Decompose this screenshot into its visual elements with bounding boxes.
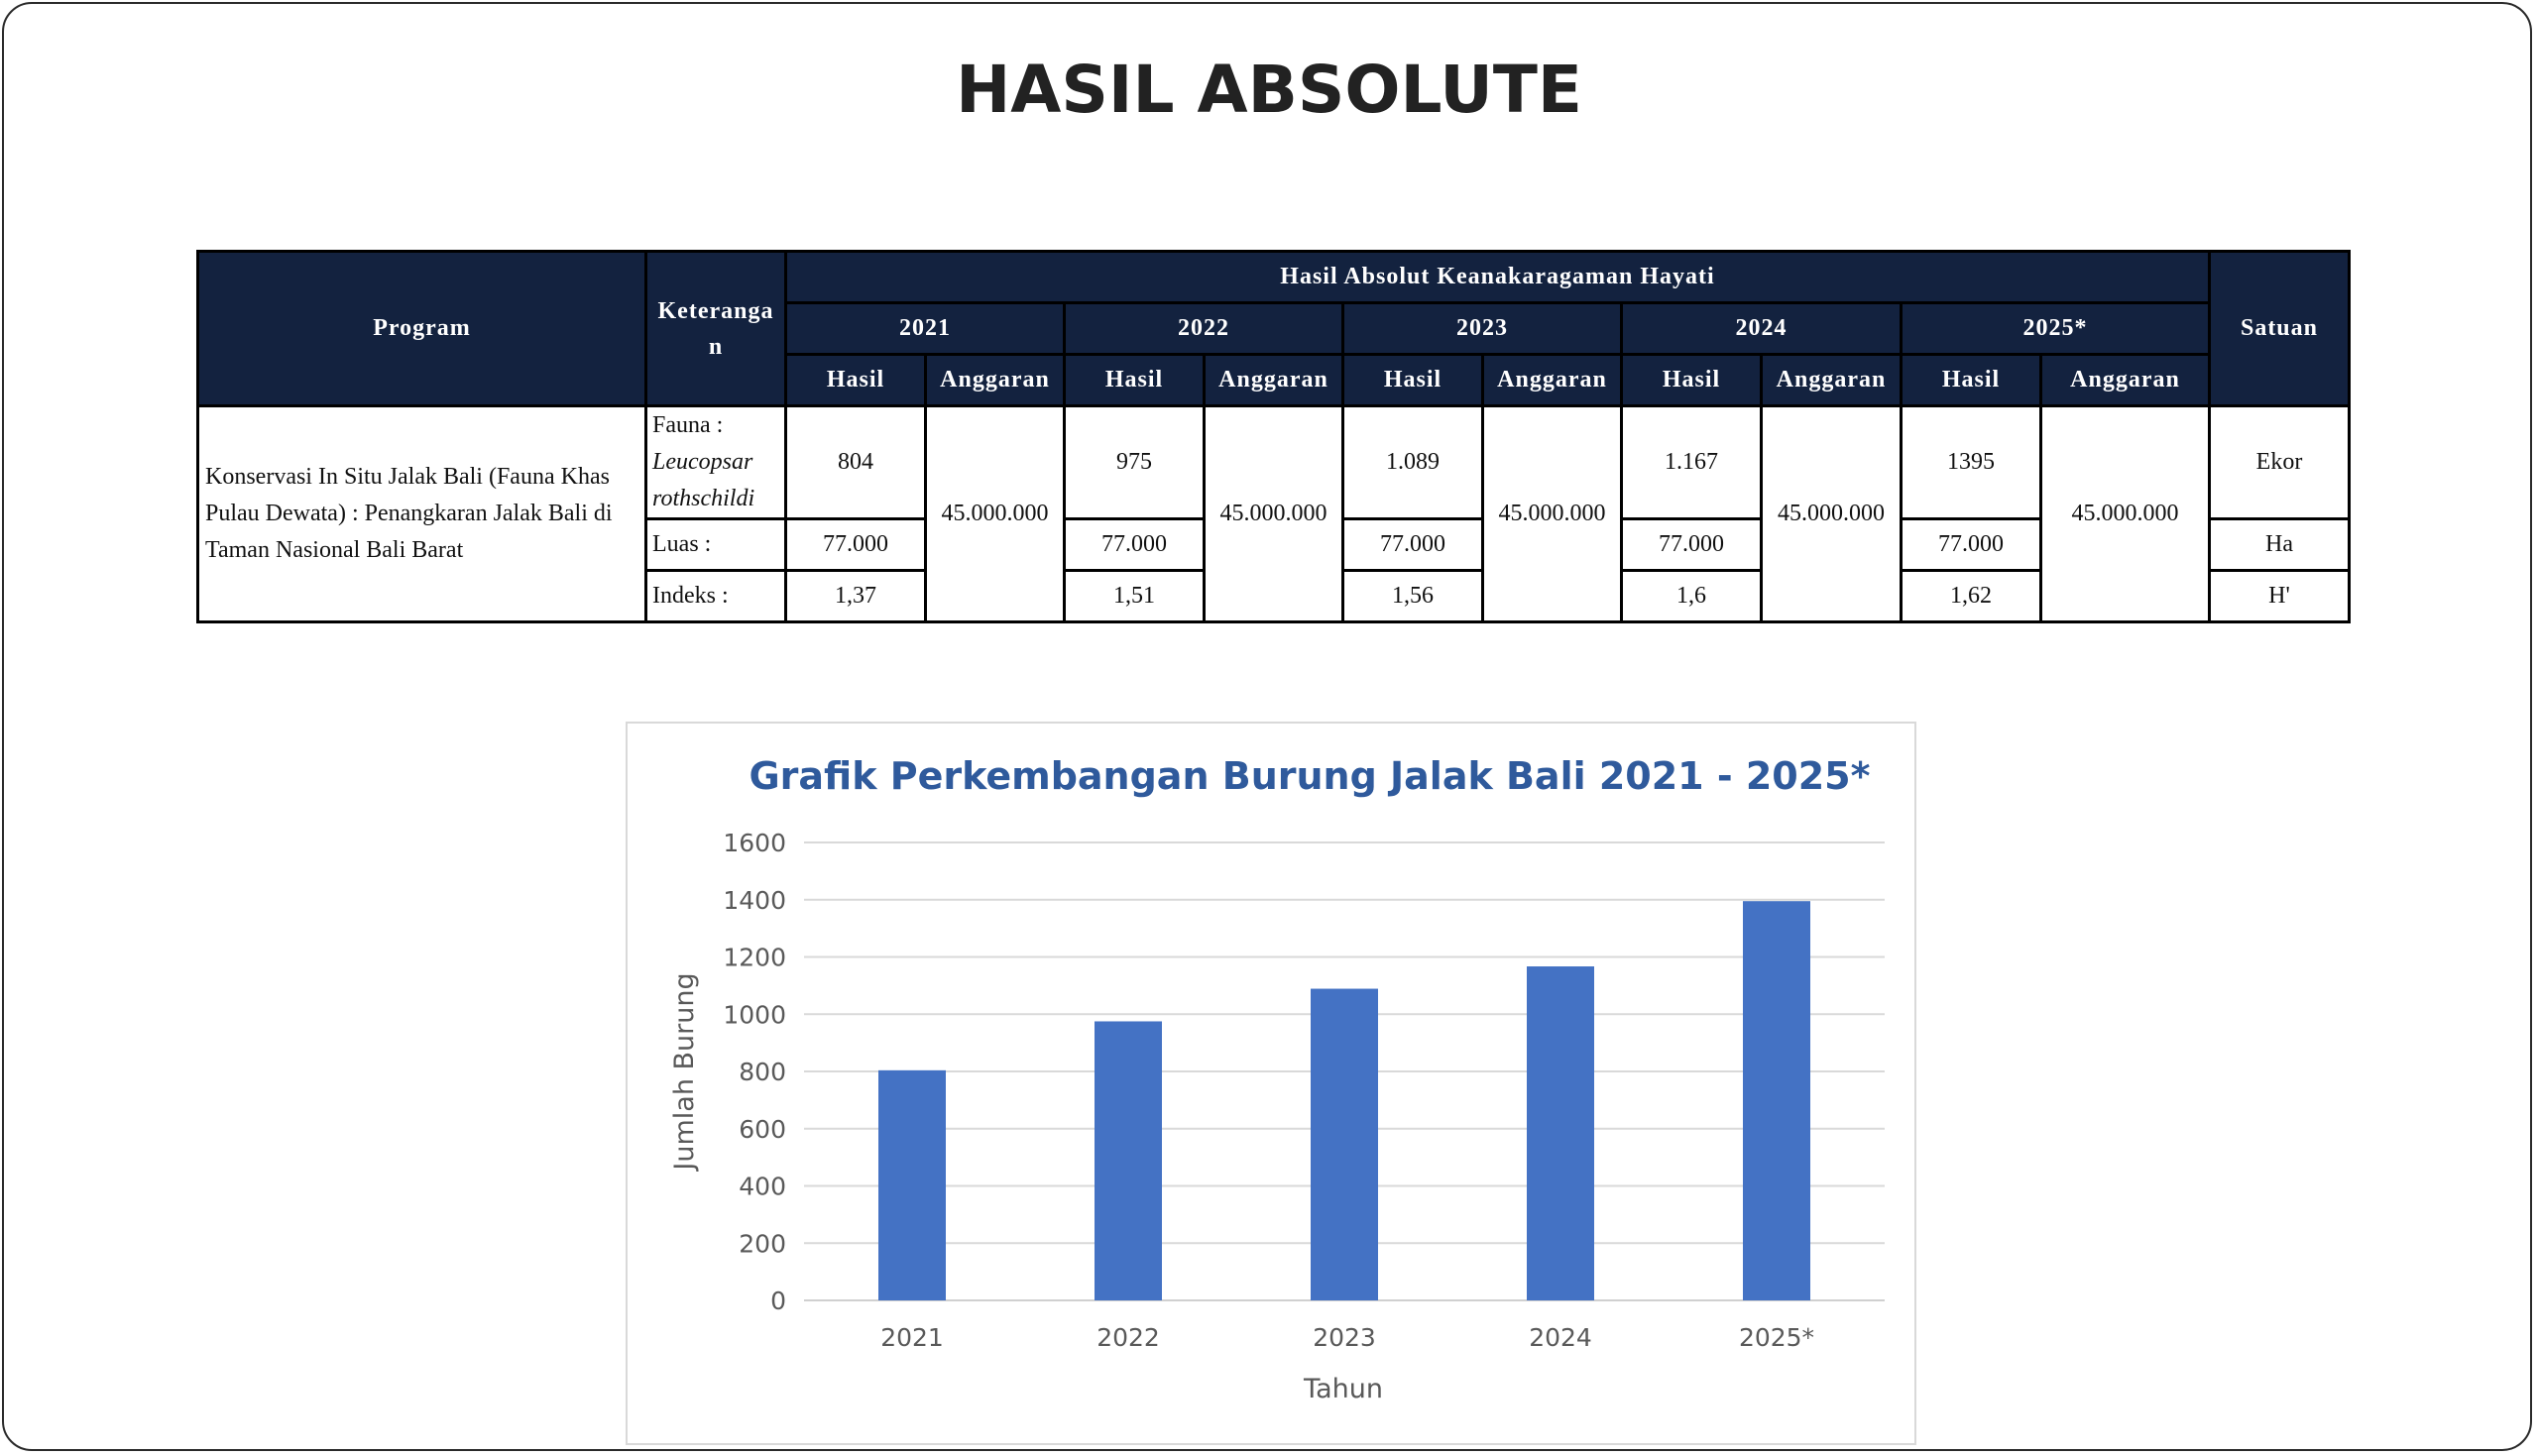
fauna-value: 1395 (1902, 406, 2041, 519)
header-anggaran: Anggaran (926, 355, 1065, 406)
chart-x-ticks (880, 1323, 1814, 1352)
chart-y-tick-label: 400 (739, 1172, 786, 1201)
fauna-label: Fauna : (652, 412, 724, 438)
indeks-value: 1,37 (786, 571, 926, 622)
chart-x-tick-label: 2022 (1096, 1323, 1160, 1352)
chart-y-tick-label: 0 (770, 1287, 786, 1315)
luas-value: 77.000 (1622, 519, 1762, 571)
header-hasil: Hasil (1902, 355, 2041, 406)
anggaran-value: 45.000.000 (1762, 406, 1902, 622)
chart-x-axis-label: Tahun (1304, 1374, 1383, 1404)
header-hasil: Hasil (1065, 355, 1205, 406)
chart-x-tick-label: 2024 (1529, 1323, 1592, 1352)
header-year: 2023 (1343, 303, 1622, 355)
chart-y-tick-label: 1000 (723, 1000, 786, 1030)
chart-y-tick-label: 800 (739, 1058, 786, 1086)
chart-title: Grafik Perkembangan Burung Jalak Bali 2021 - 2025* (749, 754, 1871, 798)
bar-chart (626, 722, 1916, 1445)
header-year: 2024 (1622, 303, 1902, 355)
chart-x-tick-label: 2025* (1738, 1323, 1815, 1352)
header-anggaran: Anggaran (2041, 355, 2210, 406)
anggaran-value: 45.000.000 (1205, 406, 1343, 622)
page-title: HASIL ABSOLUTE (956, 52, 1582, 128)
header-anggaran: Anggaran (1205, 355, 1343, 406)
header-year: 2021 (786, 303, 1065, 355)
chart-bar (878, 1070, 946, 1300)
fauna-species: Leucopsar rothschildi (652, 449, 755, 511)
fauna-value: 804 (786, 406, 926, 519)
chart-bars (878, 901, 1810, 1300)
header-hasil: Hasil (1343, 355, 1483, 406)
results-table (196, 250, 2351, 623)
chart-bar (1095, 1021, 1162, 1300)
chart-x-tick-label: 2023 (1313, 1323, 1376, 1352)
chart-bar (1311, 989, 1378, 1300)
chart-bar (1527, 966, 1594, 1300)
chart-x-tick-label: 2021 (880, 1323, 944, 1352)
satuan-value: Ha (2210, 519, 2350, 571)
luas-value: 77.000 (1065, 519, 1205, 571)
indeks-value: 1,62 (1902, 571, 2041, 622)
header-year: 2022 (1065, 303, 1343, 355)
chart-y-tick-label: 1200 (723, 943, 786, 972)
fauna-value: 975 (1065, 406, 1205, 519)
chart-y-tick-label: 200 (739, 1229, 786, 1259)
chart-y-tick-label: 600 (739, 1114, 786, 1144)
fauna-value: 1.167 (1622, 406, 1762, 519)
indeks-value: 1,51 (1065, 571, 1205, 622)
anggaran-value: 45.000.000 (2041, 406, 2210, 622)
fauna-value: 1.089 (1343, 406, 1483, 519)
luas-value: 77.000 (1902, 519, 2041, 571)
chart-bar (1743, 901, 1810, 1300)
chart-y-tick-label: 1400 (723, 885, 786, 915)
indeks-value: 1,6 (1622, 571, 1762, 622)
satuan-value: H' (2210, 571, 2350, 622)
luas-value: 77.000 (786, 519, 926, 571)
header-group: Hasil Absolut Keanakaragaman Hayati (786, 252, 2210, 303)
keterangan-fauna-cell (646, 406, 786, 519)
chart-svg (628, 724, 1914, 1443)
anggaran-value: 45.000.000 (926, 406, 1065, 622)
table-row (198, 406, 2350, 519)
program-cell: Konservasi In Situ Jalak Bali (Fauna Khas Pulau Dewata) : Penangkaran Jalak Bali di Taman Nasional Bali Barat (198, 406, 646, 622)
luas-label: Luas : (646, 519, 786, 571)
header-program: Program (198, 252, 646, 406)
header-hasil: Hasil (1622, 355, 1762, 406)
header-anggaran: Anggaran (1762, 355, 1902, 406)
header-satuan: Satuan (2210, 252, 2350, 406)
header-anggaran: Anggaran (1483, 355, 1622, 406)
satuan-value: Ekor (2210, 406, 2350, 519)
indeks-label: Indeks : (646, 571, 786, 622)
header-hasil: Hasil (786, 355, 926, 406)
header-keterangan: Keteranga n (646, 252, 786, 406)
anggaran-value: 45.000.000 (1483, 406, 1622, 622)
luas-value: 77.000 (1343, 519, 1483, 571)
chart-y-ticks (723, 829, 786, 1315)
header-year: 2025* (1902, 303, 2210, 355)
indeks-value: 1,56 (1343, 571, 1483, 622)
chart-y-axis-label: Jumlah Burung (669, 972, 700, 1171)
chart-y-tick-label: 1600 (723, 829, 786, 857)
